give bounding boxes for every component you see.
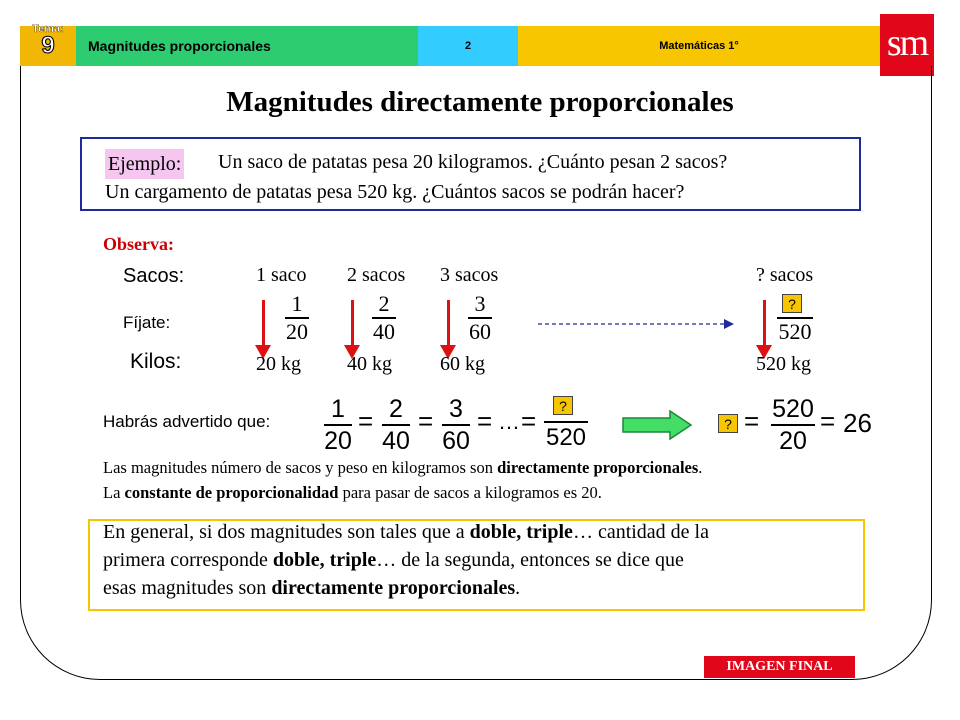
- unknown-box: ?: [553, 396, 573, 415]
- text-segment: .: [515, 577, 521, 599]
- fraction-denominator: 60: [442, 426, 470, 455]
- fraction-numerator: 2: [389, 395, 403, 423]
- text-segment: primera corresponde: [103, 549, 273, 571]
- text-bold: directamente proporcionales: [497, 458, 699, 477]
- tema-badge: [20, 23, 76, 66]
- text-segment: La: [103, 483, 125, 502]
- fraction-denominator: 20: [286, 318, 308, 344]
- tema-number: 9: [41, 32, 55, 59]
- fijate-label: Fíjate:: [123, 313, 171, 332]
- sacos-label: Sacos:: [123, 265, 185, 287]
- fraction-denominator: 20: [779, 426, 807, 455]
- general-line-3: [103, 577, 520, 600]
- sm-logo: sm: [880, 14, 934, 76]
- text-segment: En general, si dos magnitudes son tales que a: [103, 521, 470, 543]
- down-arrow-icon: [447, 300, 450, 345]
- text-segment: .: [698, 458, 703, 477]
- fraction-bar: [382, 424, 410, 426]
- imagen-final-button[interactable]: IMAGEN FINAL: [704, 656, 855, 678]
- page-title: Magnitudes directamente proporcionales: [226, 86, 734, 118]
- example-label: Ejemplo:: [105, 149, 184, 179]
- general-line-1: [103, 521, 709, 544]
- fraction-denominator: 60: [469, 318, 491, 344]
- fraction-numerator: 3: [449, 395, 463, 423]
- kilos-value: 40 kg: [347, 353, 392, 375]
- text-segment: esas magnitudes son: [103, 577, 272, 599]
- unknown-box: ?: [718, 414, 738, 433]
- kilos-label: Kilos:: [130, 350, 182, 373]
- equals-sign: =: [820, 406, 836, 436]
- sacos-value: 3 sacos: [440, 264, 499, 286]
- down-arrow-icon: [351, 300, 354, 345]
- fraction-bar: [544, 421, 588, 423]
- sacos-value: 1 saco: [256, 264, 307, 286]
- fraction-denominator: 520: [545, 424, 587, 451]
- explanation-line-2: [103, 483, 602, 503]
- ellipsis: …: [498, 409, 520, 434]
- habras-label: Habrás advertido que:: [103, 412, 271, 431]
- kilos-value: 520 kg: [756, 353, 811, 375]
- text-segment: para pasar de sacos a kilogramos es 20.: [338, 483, 602, 502]
- explanation-line-1: [103, 458, 702, 478]
- equals-sign: =: [477, 406, 493, 436]
- dashed-arrow-icon: [538, 316, 738, 332]
- example-line-2: Un cargamento de patatas pesa 520 kg. ¿Cuántos sacos se podrán hacer?: [105, 181, 685, 203]
- unit-title: Magnitudes proporcionales: [76, 26, 418, 66]
- example-line-1: Un saco de patatas pesa 20 kilogramos. ¿Cuánto pesan 2 sacos?: [218, 151, 728, 173]
- fraction: [770, 395, 816, 455]
- equals-sign: =: [521, 406, 537, 436]
- fraction: [369, 292, 399, 344]
- text-bold: constante de proporcionalidad: [124, 483, 339, 502]
- down-arrow-icon: [262, 300, 265, 345]
- fraction-denominator: 40: [382, 426, 410, 455]
- unknown-box: ?: [782, 294, 802, 313]
- text-segment: … cantidad de la: [572, 521, 709, 543]
- fraction: [282, 292, 312, 344]
- kilos-value: 60 kg: [440, 353, 485, 375]
- fraction-bar: [771, 424, 815, 426]
- fraction-denominator: 40: [373, 318, 395, 344]
- text-segment: Las magnitudes número de sacos y peso en kilogramos son: [103, 458, 498, 477]
- text-segment: … de la segunda, entonces se dice que: [376, 549, 684, 571]
- subject-label: Matemáticas 1°: [518, 26, 880, 66]
- fraction-numerator: 520: [772, 395, 814, 423]
- fraction-bar: [442, 424, 470, 426]
- text-bold: directamente proporcionales: [271, 577, 516, 599]
- sacos-value: ? sacos: [756, 264, 814, 286]
- equals-sign: =: [358, 406, 374, 436]
- green-arrow-icon: [622, 410, 692, 440]
- fraction: [380, 395, 412, 455]
- fraction-denominator: 20: [324, 426, 352, 455]
- result-value: 26: [843, 408, 872, 438]
- page-number: 2: [418, 26, 518, 66]
- fraction-numerator: 3: [474, 291, 486, 316]
- observa-heading: Observa:: [103, 234, 174, 254]
- general-line-2: [103, 549, 684, 572]
- text-bold: doble, triple: [272, 549, 377, 571]
- equals-sign: =: [418, 406, 434, 436]
- tema-label: Tema:: [32, 23, 64, 35]
- text-bold: doble, triple: [469, 521, 573, 543]
- down-arrow-icon: [763, 300, 766, 345]
- fraction-numerator: 1: [331, 395, 345, 423]
- sacos-value: 2 sacos: [347, 264, 406, 286]
- fraction: [465, 292, 495, 344]
- fraction: [322, 395, 354, 455]
- equals-sign: =: [744, 406, 760, 436]
- fraction-bar: [324, 424, 352, 426]
- fraction-numerator: 1: [291, 291, 303, 316]
- kilos-value: 20 kg: [256, 353, 301, 375]
- fraction: [440, 395, 472, 455]
- fraction-numerator: 2: [378, 291, 390, 316]
- fraction-denominator: 520: [778, 319, 812, 344]
